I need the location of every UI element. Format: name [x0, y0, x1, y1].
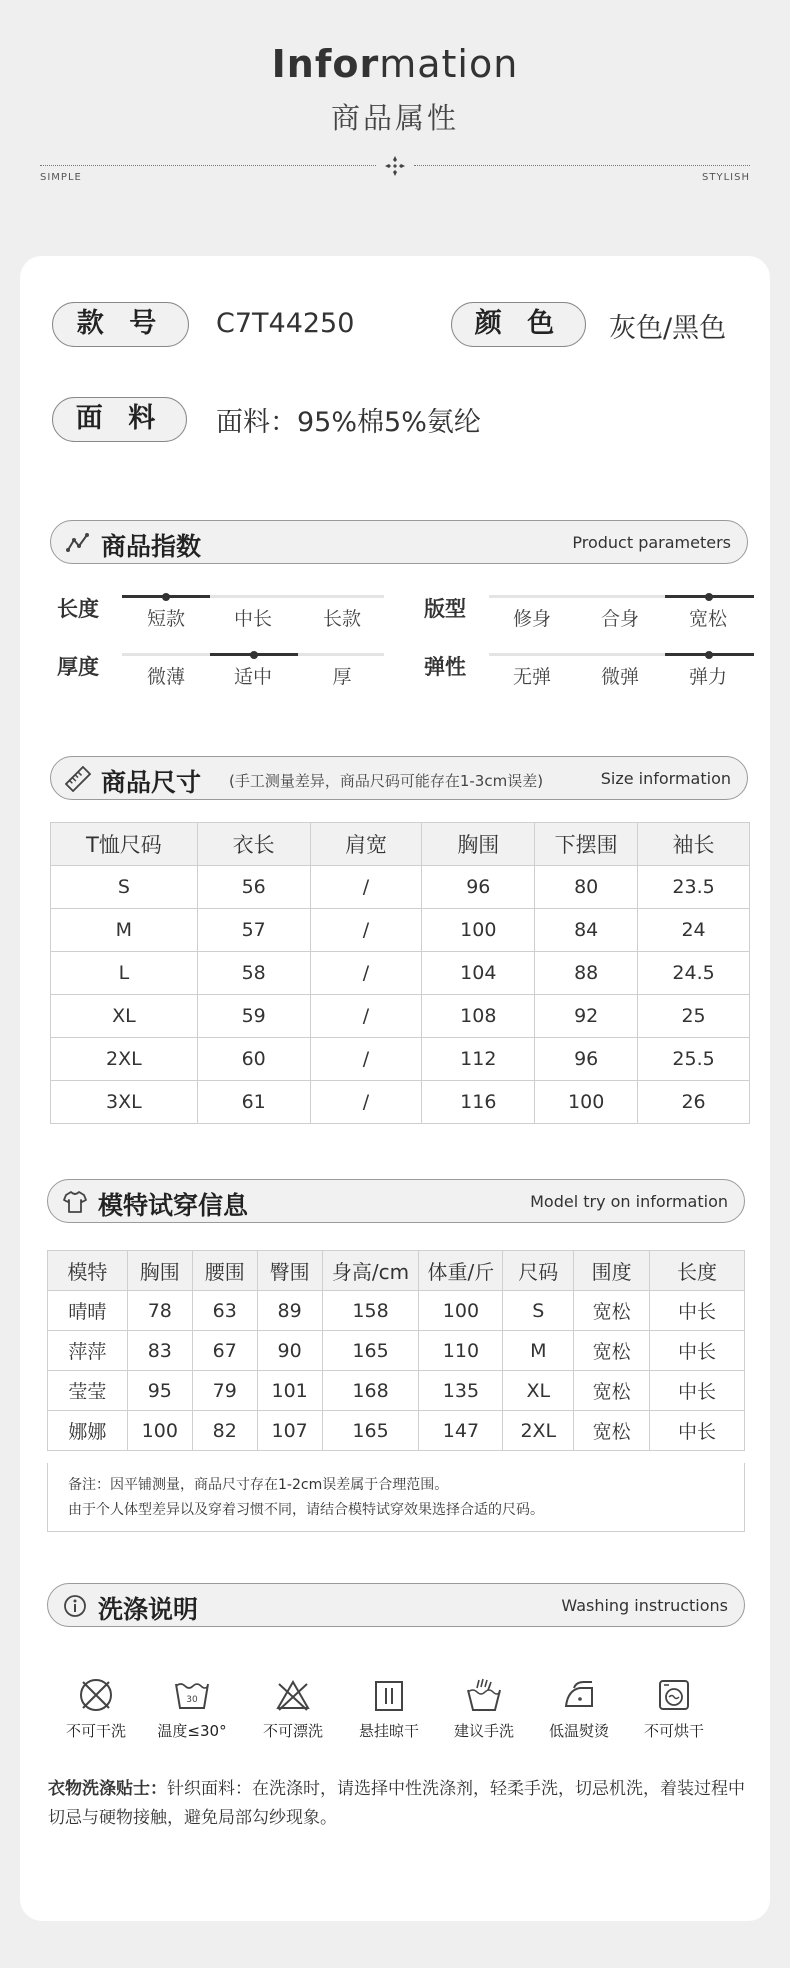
table-cell: 25	[638, 995, 750, 1038]
header-left-tag: SIMPLE	[40, 172, 82, 183]
table-header-cell: 模特	[48, 1251, 128, 1291]
color-label: 颜 色	[451, 302, 586, 347]
table-cell: 莹莹	[48, 1371, 128, 1411]
table-cell: 158	[322, 1291, 419, 1331]
table-cell: /	[310, 1081, 422, 1124]
table-cell: L	[51, 952, 198, 995]
index-dot-elasticity	[705, 651, 713, 659]
table-cell: M	[503, 1331, 574, 1371]
table-cell: 101	[257, 1371, 322, 1411]
table-cell: 165	[322, 1411, 419, 1451]
table-cell: 92	[535, 995, 638, 1038]
index-option: 修身	[512, 608, 551, 630]
header-right-tag: STYLISH	[702, 172, 750, 183]
table-cell: 24.5	[638, 952, 750, 995]
index-option: 适中	[233, 666, 272, 688]
table-cell: 萍萍	[48, 1331, 128, 1371]
wash-30-icon	[173, 1676, 211, 1714]
wash-item	[48, 1676, 144, 1741]
table-cell: 107	[257, 1411, 322, 1451]
model-note-line: 备注：因平铺测量，商品尺寸存在1-2cm误差属于合理范围。	[68, 1477, 449, 1493]
table-cell: 135	[419, 1371, 503, 1411]
table-cell: 78	[127, 1291, 192, 1331]
header-divider-left	[40, 165, 376, 166]
table-cell: 娜娜	[48, 1411, 128, 1451]
table-cell: 63	[192, 1291, 257, 1331]
table-cell: 60	[197, 1038, 310, 1081]
table-cell: S	[503, 1291, 574, 1331]
hang-dry-icon	[370, 1676, 408, 1714]
table-row	[48, 1331, 745, 1371]
wash-label: 不可烘干	[643, 1722, 704, 1740]
table-cell: 168	[322, 1371, 419, 1411]
low-iron-icon	[560, 1676, 598, 1714]
wash-item	[531, 1676, 627, 1741]
wash-label: 不可漂洗	[262, 1722, 323, 1740]
model-number-value: C7T44250	[216, 308, 355, 339]
table-row	[51, 1038, 750, 1081]
table-cell: 24	[638, 909, 750, 952]
header-title-bold: Infor	[271, 42, 380, 86]
index-option: 中长	[233, 608, 272, 630]
index-option: 微弹	[600, 666, 639, 688]
table-cell: 23.5	[638, 866, 750, 909]
table-cell: 3XL	[51, 1081, 198, 1124]
table-header-cell: 胸围	[127, 1251, 192, 1291]
table-cell: 96	[422, 866, 535, 909]
table-header-row	[51, 823, 750, 866]
table-header-cell: 臀围	[257, 1251, 322, 1291]
table-cell: /	[310, 952, 422, 995]
table-row	[48, 1291, 745, 1331]
wash-label: 低温熨烫	[548, 1722, 609, 1740]
section-en-indices: Product parameters	[572, 533, 731, 552]
table-cell: XL	[51, 995, 198, 1038]
table-cell: 80	[535, 866, 638, 909]
table-cell: 82	[192, 1411, 257, 1451]
wash-label: 建议手洗	[453, 1722, 514, 1740]
section-note-size: (手工测量差异，商品尺码可能存在1-3cm误差)	[229, 772, 544, 790]
wash-item	[144, 1676, 240, 1741]
table-cell: 90	[257, 1331, 322, 1371]
table-cell: 112	[422, 1038, 535, 1081]
table-cell: 26	[638, 1081, 750, 1124]
trend-line-icon	[65, 530, 91, 556]
table-cell: 108	[422, 995, 535, 1038]
table-cell: M	[51, 909, 198, 952]
table-row	[48, 1411, 745, 1451]
table-header-cell: 衣长	[197, 823, 310, 866]
section-en-wash: Washing instructions	[561, 1596, 728, 1615]
table-row	[48, 1371, 745, 1411]
table-cell: 56	[197, 866, 310, 909]
table-cell: 2XL	[51, 1038, 198, 1081]
table-cell: 84	[535, 909, 638, 952]
section-bar-size	[50, 756, 748, 800]
table-cell: 165	[322, 1331, 419, 1371]
wash-item	[245, 1676, 341, 1741]
diamond-ornament-icon	[383, 154, 407, 178]
model-number-label: 款 号	[52, 302, 189, 347]
section-en-size: Size information	[600, 769, 731, 788]
header-title-rest: mation	[379, 42, 519, 86]
size-table	[50, 822, 750, 1124]
wash-item	[436, 1676, 532, 1741]
table-cell: 116	[422, 1081, 535, 1124]
table-cell: 96	[535, 1038, 638, 1081]
section-title-indices: 商品指数	[101, 532, 202, 561]
index-option: 宽松	[688, 608, 727, 630]
index-option: 弹力	[688, 666, 727, 688]
table-cell: 100	[127, 1411, 192, 1451]
index-dot-fit	[705, 593, 713, 601]
table-cell: 宽松	[574, 1331, 650, 1371]
table-cell: 宽松	[574, 1291, 650, 1331]
wash-label: 不可干洗	[65, 1722, 126, 1740]
no-dry-clean-icon	[77, 1676, 115, 1714]
table-row	[51, 909, 750, 952]
model-note	[47, 1463, 745, 1532]
section-bar-model	[47, 1179, 745, 1223]
table-cell: 宽松	[574, 1371, 650, 1411]
table-row	[51, 952, 750, 995]
model-table	[47, 1250, 745, 1451]
table-header-cell: 体重/斤	[419, 1251, 503, 1291]
info-icon	[62, 1593, 88, 1619]
index-label-length: 长度	[57, 597, 99, 621]
table-cell: 147	[419, 1411, 503, 1451]
section-bar-wash	[47, 1583, 745, 1627]
table-header-cell: 下摆围	[535, 823, 638, 866]
wash-item	[341, 1676, 437, 1741]
table-cell: 2XL	[503, 1411, 574, 1451]
table-header-cell: 长度	[650, 1251, 745, 1291]
table-header-row	[48, 1251, 745, 1291]
table-cell: 中长	[650, 1331, 745, 1371]
table-header-cell: 腰围	[192, 1251, 257, 1291]
header-divider-right	[414, 165, 750, 166]
table-header-cell: 肩宽	[310, 823, 422, 866]
section-title-model: 模特试穿信息	[98, 1191, 249, 1220]
table-cell: 95	[127, 1371, 192, 1411]
table-header-cell: 尺码	[503, 1251, 574, 1291]
header-subtitle: 商品属性	[330, 101, 459, 135]
wash-tub-temperature: 30	[186, 1695, 198, 1705]
table-cell: 89	[257, 1291, 322, 1331]
table-cell: /	[310, 909, 422, 952]
table-header-cell: 围度	[574, 1251, 650, 1291]
section-en-model: Model try on information	[530, 1192, 728, 1211]
table-cell: 100	[535, 1081, 638, 1124]
table-cell: 中长	[650, 1411, 745, 1451]
color-value: 灰色/黑色	[609, 313, 727, 344]
table-cell: 晴晴	[48, 1291, 128, 1331]
index-label-thickness: 厚度	[57, 655, 99, 679]
table-cell: 中长	[650, 1291, 745, 1331]
table-cell: 100	[419, 1291, 503, 1331]
table-cell: 100	[422, 909, 535, 952]
index-option: 短款	[146, 608, 185, 630]
table-cell: /	[310, 1038, 422, 1081]
section-bar-indices	[50, 520, 748, 564]
wash-tip-label: 衣物洗涤贴士：	[48, 1779, 167, 1799]
section-title-wash: 洗涤说明	[98, 1595, 199, 1624]
wash-label: 温度≤30°	[157, 1722, 227, 1740]
index-option: 厚	[332, 666, 352, 688]
tshirt-icon	[62, 1189, 88, 1215]
fabric-value: 面料：95%棉5%氨纶	[216, 407, 481, 438]
index-option: 无弹	[512, 666, 551, 688]
ruler-icon	[65, 766, 91, 792]
index-label-fit: 版型	[424, 597, 466, 621]
table-row	[51, 866, 750, 909]
wash-label: 悬挂晾干	[358, 1722, 419, 1740]
index-option: 合身	[600, 608, 639, 630]
table-row	[51, 1081, 750, 1124]
fabric-label: 面 料	[52, 397, 187, 442]
table-cell: 59	[197, 995, 310, 1038]
table-header-cell: 胸围	[422, 823, 535, 866]
table-header-cell: T恤尺码	[51, 823, 198, 866]
index-dot-thickness	[250, 651, 258, 659]
wash-tip-text: 针织面料：在洗涤时，请选择中性洗涤剂，轻柔手洗，切忌机洗，着装过程中切忌与硬物接触，避免局部勾纱现象。	[48, 1779, 745, 1828]
table-cell: 79	[192, 1371, 257, 1411]
table-cell: XL	[503, 1371, 574, 1411]
model-note-line: 由于个人体型差异以及穿着习惯不同，请结合模特试穿效果选择合适的尺码。	[68, 1502, 544, 1518]
table-cell: 61	[197, 1081, 310, 1124]
table-cell: 83	[127, 1331, 192, 1371]
table-cell: 57	[197, 909, 310, 952]
table-cell: 67	[192, 1331, 257, 1371]
table-header-cell: 袖长	[638, 823, 750, 866]
table-cell: 58	[197, 952, 310, 995]
wash-tip	[48, 1775, 753, 1833]
index-dot-length	[162, 593, 170, 601]
header-title	[0, 42, 790, 86]
table-header-cell: 身高/cm	[322, 1251, 419, 1291]
index-label-elasticity: 弹性	[424, 655, 466, 679]
no-bleach-icon	[274, 1676, 312, 1714]
wash-item	[626, 1676, 722, 1741]
hand-wash-icon	[465, 1676, 503, 1714]
table-cell: 104	[422, 952, 535, 995]
table-cell: S	[51, 866, 198, 909]
section-title-size: 商品尺寸	[101, 768, 202, 797]
table-cell: 110	[419, 1331, 503, 1371]
no-tumble-dry-icon	[655, 1676, 693, 1714]
index-option: 长款	[322, 608, 361, 630]
index-option: 微薄	[146, 666, 185, 688]
table-cell: /	[310, 866, 422, 909]
table-cell: 88	[535, 952, 638, 995]
table-cell: 中长	[650, 1371, 745, 1411]
table-cell: 25.5	[638, 1038, 750, 1081]
table-row	[51, 995, 750, 1038]
table-cell: /	[310, 995, 422, 1038]
table-cell: 宽松	[574, 1411, 650, 1451]
